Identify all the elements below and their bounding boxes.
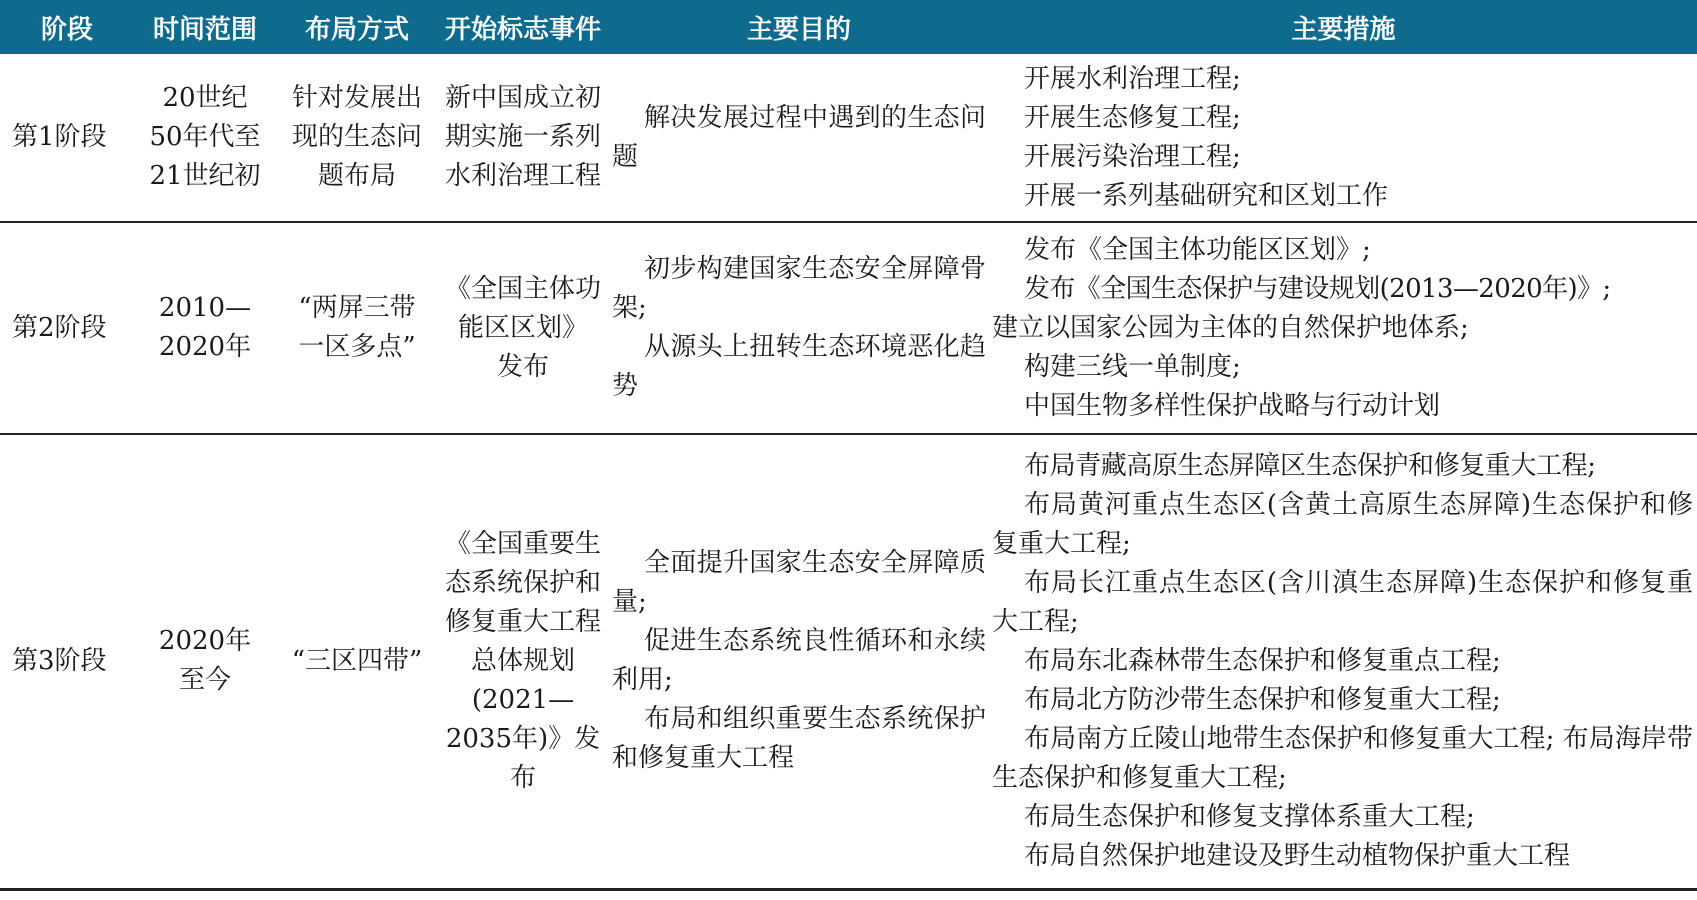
event-line: 期实施一系列 <box>444 122 601 152</box>
measure-item: 布局长江重点生态区(含川滇生态屏障)生态保护和修复重大工程; <box>992 567 1693 637</box>
event-cell <box>438 222 608 434</box>
event-line: 2035年)》发布 <box>445 723 601 793</box>
measure-item: 布局青藏高原生态屏障区生态保护和修复重大工程; <box>1024 450 1596 481</box>
time-cell <box>134 54 276 222</box>
event-line: 发布 <box>496 351 549 382</box>
layout-line: 题布局 <box>317 161 396 191</box>
measure-item: 发布《全国主体功能区区划》; <box>1024 234 1371 265</box>
goal-cell <box>608 222 990 434</box>
time-line: 2020年 <box>158 332 252 362</box>
time-line: 至今 <box>178 665 231 696</box>
layout-cell <box>276 54 438 222</box>
goal-item: 全面提升国家生态安全屏障质量; <box>612 548 986 618</box>
stage-cell: 第2阶段 <box>12 312 107 343</box>
event-cell <box>438 434 608 889</box>
event-cell <box>438 54 608 222</box>
table-header-row <box>0 0 1697 54</box>
measure-item: 中国生物多样性保护战略与行动计划 <box>1024 390 1441 421</box>
table-row <box>0 434 1697 889</box>
layout-line: 现的生态问 <box>291 122 422 152</box>
layout-line: 针对发展出 <box>291 83 422 113</box>
time-line: 20世纪 <box>162 83 248 113</box>
time-line: 21世纪初 <box>149 161 261 191</box>
measure-item: 布局黄河重点生态区(含黄土高原生态屏障)生态保护和修复重大工程; <box>992 489 1693 559</box>
measure-item: 建立以国家公园为主体的自然保护地体系; <box>992 312 1469 343</box>
event-line: 《全国重要生 <box>444 528 601 559</box>
time-line: 50年代至 <box>149 122 261 152</box>
event-line: 修复重大工程 <box>444 606 601 637</box>
measures-cell <box>990 222 1697 434</box>
measures-cell <box>990 434 1697 889</box>
measure-item: 发布《全国生态保护与建设规划(2013—2020年)》; <box>1024 273 1611 304</box>
event-line: 态系统保护和 <box>444 567 601 598</box>
measure-item: 开展一系列基础研究和区划工作 <box>1024 180 1389 211</box>
header-goal: 主要目的 <box>746 14 851 45</box>
header-measures: 主要措施 <box>1291 14 1396 45</box>
stage-cell: 第1阶段 <box>12 122 107 152</box>
measure-item: 开展污染治理工程; <box>1024 141 1241 172</box>
header-event: 开始标志事件 <box>444 14 601 45</box>
time-cell <box>134 434 276 889</box>
event-line: 新中国成立初 <box>444 83 601 113</box>
stage-cell: 第3阶段 <box>12 645 107 676</box>
time-cell <box>134 222 276 434</box>
table-row <box>0 54 1697 222</box>
layout-line: “两屏三带 <box>298 293 416 323</box>
measure-item: 布局南方丘陵山地带生态保护和修复重大工程; 布局海岸带生态保护和修复重大工程; <box>992 723 1693 793</box>
measure-item: 构建三线一单制度; <box>1024 351 1241 382</box>
layout-line: 一区多点” <box>298 332 416 362</box>
header-layout: 布局方式 <box>304 14 409 45</box>
event-line: 总体规划 <box>470 645 575 676</box>
goal-item: 初步构建国家生态安全屏障骨架; <box>612 254 986 323</box>
goal-item: 布局和组织重要生态系统保护和修复重大工程 <box>612 704 986 774</box>
goal-cell <box>608 54 990 222</box>
measure-item: 布局生态保护和修复支撑体系重大工程; <box>1024 801 1475 832</box>
measures-cell <box>990 54 1697 222</box>
measure-item: 布局东北森林带生态保护和修复重点工程; <box>1024 645 1501 676</box>
measure-item: 布局自然保护地建设及野生动植物保护重大工程 <box>1024 840 1571 871</box>
layout-cell <box>276 222 438 434</box>
time-line: 2020年 <box>158 626 252 657</box>
goal-item: 促进生态系统良性循环和永续利用; <box>612 626 986 696</box>
event-line: (2021— <box>471 684 575 715</box>
time-line: 2010— <box>158 293 252 323</box>
table-row <box>0 222 1697 434</box>
layout-cell <box>276 434 438 889</box>
goal-item: 从源头上扭转生态环境恶化趋势 <box>612 332 986 401</box>
measure-item: 开展水利治理工程; <box>1024 63 1241 94</box>
event-line: 水利治理工程 <box>444 161 601 191</box>
goal-item: 解决发展过程中遇到的生态问题 <box>612 102 986 172</box>
goal-cell <box>608 434 990 889</box>
event-line: 能区区划》 <box>457 312 588 343</box>
header-time: 时间范围 <box>152 14 257 45</box>
measure-item: 开展生态修复工程; <box>1024 102 1241 133</box>
event-line: 《全国主体功 <box>444 273 601 304</box>
header-stage: 阶段 <box>40 14 93 45</box>
layout-line: “三区四带” <box>291 645 423 676</box>
measure-item: 布局北方防沙带生态保护和修复重大工程; <box>1024 684 1501 715</box>
